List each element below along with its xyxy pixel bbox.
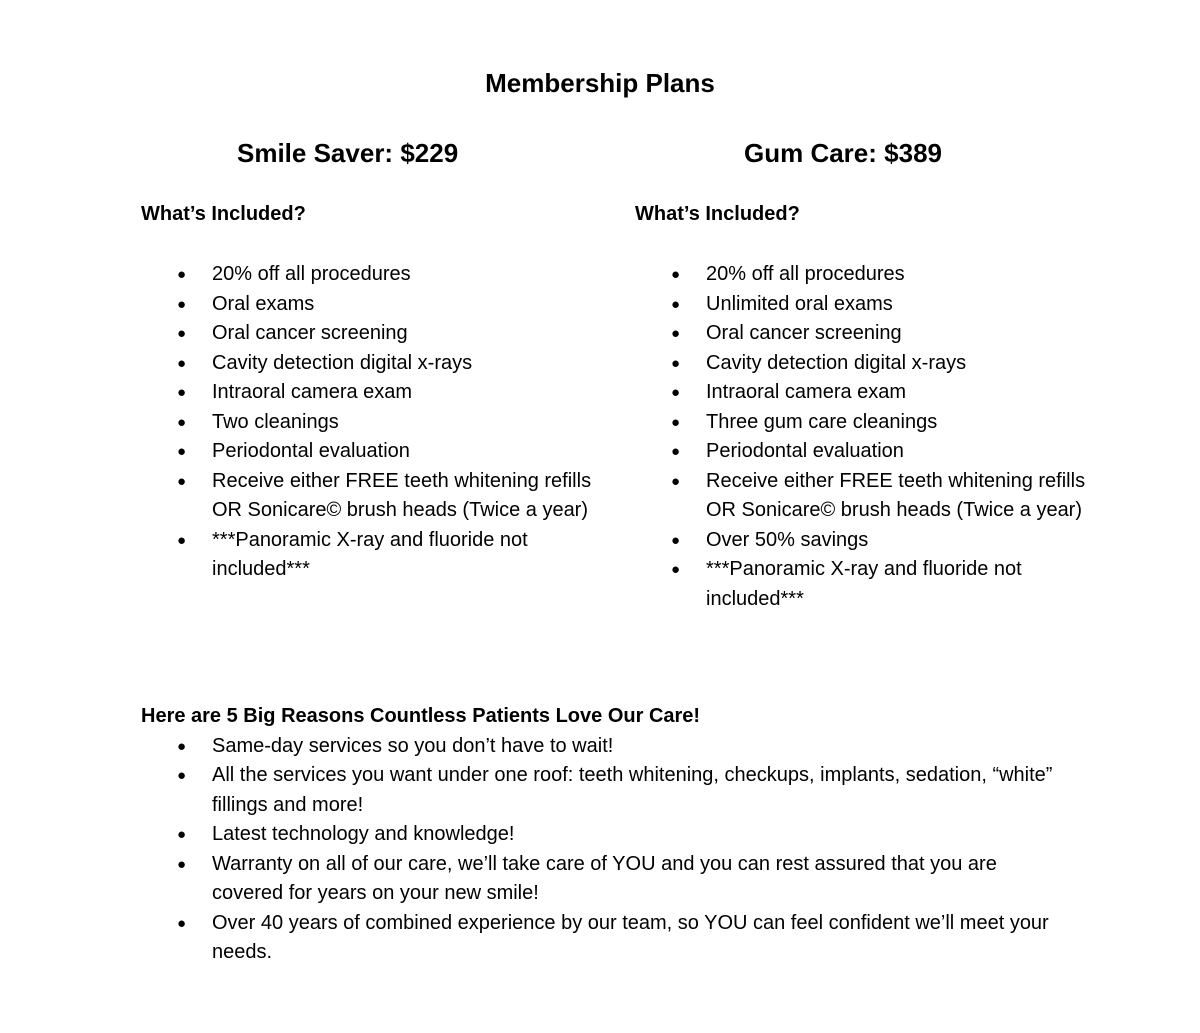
reasons-title: Here are 5 Big Reasons Countless Patients Love Our Care! — [141, 705, 701, 727]
list-item: ● Intraoral camera exam — [635, 378, 1095, 408]
list-item: ● ***Panoramic X-ray and fluoride not included*** — [635, 555, 1095, 614]
list-item: ● Receive either FREE teeth whitening refills OR Sonicare© brush heads (Twice a year) — [635, 467, 1095, 526]
list-item: ● ***Panoramic X-ray and fluoride not included*** — [141, 526, 601, 585]
list-item: ● Periodontal evaluation — [635, 437, 1095, 467]
whats-included-label: What’s Included? — [141, 203, 306, 225]
list-item: ● 20% off all procedures — [635, 260, 1095, 290]
list-item: ● Receive either FREE teeth whitening refills OR Sonicare© brush heads (Twice a year) — [141, 467, 601, 526]
list-item: ● 20% off all procedures — [141, 260, 601, 290]
list-item: ● Oral exams — [141, 290, 601, 320]
list-item: ● Intraoral camera exam — [141, 378, 601, 408]
feature-list — [141, 260, 601, 585]
whats-included-label: What’s Included? — [635, 203, 800, 225]
list-item: ● Two cleanings — [141, 408, 601, 438]
list-item: ● Unlimited oral exams — [635, 290, 1095, 320]
plan-gum-care — [635, 136, 1095, 610]
list-item: ● Latest technology and knowledge! — [141, 820, 1101, 850]
list-item: ● Cavity detection digital x-rays — [141, 349, 601, 379]
plan-smile-saver — [141, 136, 601, 580]
list-item: ● Three gum care cleanings — [635, 408, 1095, 438]
plan-heading: Gum Care: $389 — [744, 138, 942, 168]
list-item: ● All the services you want under one roof: teeth whitening, checkups, implants, sedation, “white” fillings and more! — [141, 761, 1101, 820]
reasons-section — [141, 702, 1101, 968]
list-item: ● Over 40 years of combined experience by our team, so YOU can feel confident we’ll meet your needs. — [141, 909, 1101, 968]
list-item: ● Cavity detection digital x-rays — [635, 349, 1095, 379]
list-item: ● Over 50% savings — [635, 526, 1095, 556]
list-item: ● Warranty on all of our care, we’ll take care of YOU and you can rest assured that you are covered for years on your new smile! — [141, 850, 1101, 909]
list-item: ● Same-day services so you don’t have to wait! — [141, 732, 1101, 762]
list-item: ● Periodontal evaluation — [141, 437, 601, 467]
plan-heading: Smile Saver: $229 — [237, 138, 459, 168]
feature-list — [635, 260, 1095, 614]
page-title: Membership Plans — [485, 68, 715, 98]
reasons-list — [141, 732, 1101, 968]
list-item: ● Oral cancer screening — [141, 319, 601, 349]
list-item: ● Oral cancer screening — [635, 319, 1095, 349]
